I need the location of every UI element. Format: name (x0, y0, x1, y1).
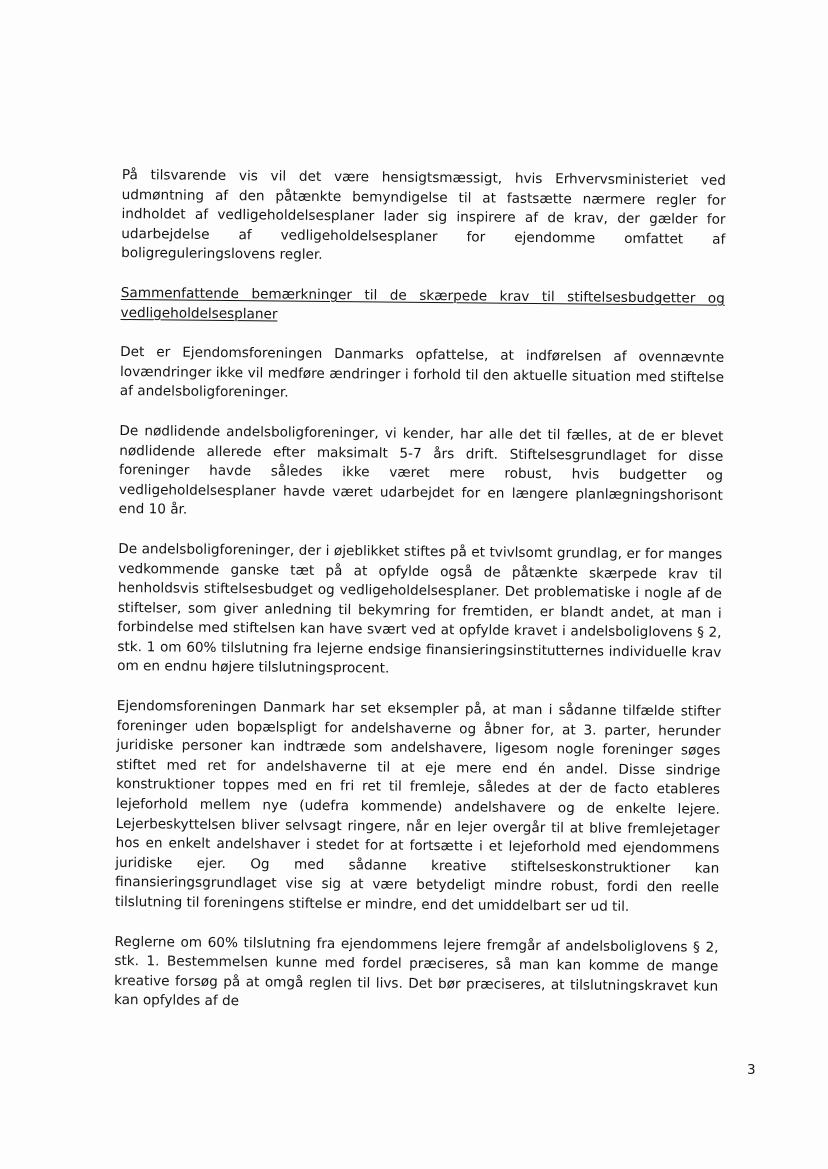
paragraph-questionable-foundations: De andelsboligforeninger, der i øjeblikket stiftes på et tvivlsomt grundlag, er for manges vedkommende ganske tæt på at opfylde også de påtænkte skærpede krav til henholdsvis stiftelsesbudget og vedligeholdelsesplaner. Det problematiske i nogle af de stiftelser, som giver anledning til bekymring for fremtiden, er blandt andet, at man i forbindelse med stiftelsen kan have svært ved at opfylde kravet i andelsboliglovens § 2, stk. 1 om 60% tilslutning fra lejerne endsige finansieringsinstitutternes individuelle krav om en endnu højere tilslutningsprocent. (117, 540, 723, 678)
paragraph-60-percent-rule: Reglerne om 60% tilslutning fra ejendommens lejere fremgår af andelsboliglovens § 2, stk. 1. Bestemmelsen kunne med fordel præciseres, så man kan komme de mange kreative forsøg på at omgå reglen til livs. Det bør præciseres, at tilslutningskravet kun kan opfyldes af de (113, 933, 719, 1010)
paragraph-opinion: Det er Ejendomsforeningen Danmarks opfattelse, at indførelsen af ovennævnte lovændringer ikke vil medføre ændringer i forhold til den aktuelle situation med stiftelse af andelsboligforeninger. (119, 344, 725, 401)
paragraph-creative-constructions: Ejendomsforeningen Danmark har set eksempler på, at man i sådanne tilfælde stifter foreninger uden bopælspligt for andelshaverne og åbner for, at 3. parter, herunder juridiske personer kan indtræde som andelshavere, ligesom nogle foreninger søges stiftet med ret for andelshaverne til at eje mere end én andel. Disse sindrige konstruktioner toppes med en fri ret til fremleje, således at der de facto etableres lejeforhold mellem nye (udefra kommende) andelshavere og de enkelte lejere. Lejerbeskyttelsen bliver selvsagt ringere, når en lejer overgår til at blive fremlejetager hos en enkelt andelshaver i stedet for at fortsætte i et lejeforhold med ejendommens juridiske ejer. Og med sådanne kreative stiftelseskonstruktioner kan finansieringsgrundlaget vise sig at være betydeligt mindre robust, fordi den reelle tilslutning til foreningens stiftelse er mindre, end det umiddelbart ser ud til. (114, 698, 721, 915)
paragraph-distressed-associations: De nødlidende andelsboligforeninger, vi kender, har alle det til fælles, at de er blevet nødlidende allerede efter maksimalt 5-7 års drift. Stiftelsesgrundlaget for disse foreninger havde således ikke været mere robust, hvis budgetter og vedligeholdelsesplaner havde været udarbejdet for en længere planlægningshorisont end 10 år. (118, 422, 724, 518)
paragraph-intro: På tilsvarende vis vil det være hensigtsmæssigt, hvis Erhvervsministeriet ved udmøntning af den påtænkte bemyndigelse til at fastsætte nærmere regler for indholdet af vedligeholdelsesplaner lader sig inspirere af de krav, der gælder for udarbejdelse af vedligeholdelsesplaner for ejendomme omfattet af boligreguleringslovens regler. (121, 166, 726, 264)
section-heading: Sammenfattende bemærkninger til de skærpede krav til stiftelsesbudgetter og vedligeholdelsesplaner (120, 284, 725, 323)
page-body (114, 166, 726, 1017)
page-number: 3 (747, 1062, 756, 1078)
